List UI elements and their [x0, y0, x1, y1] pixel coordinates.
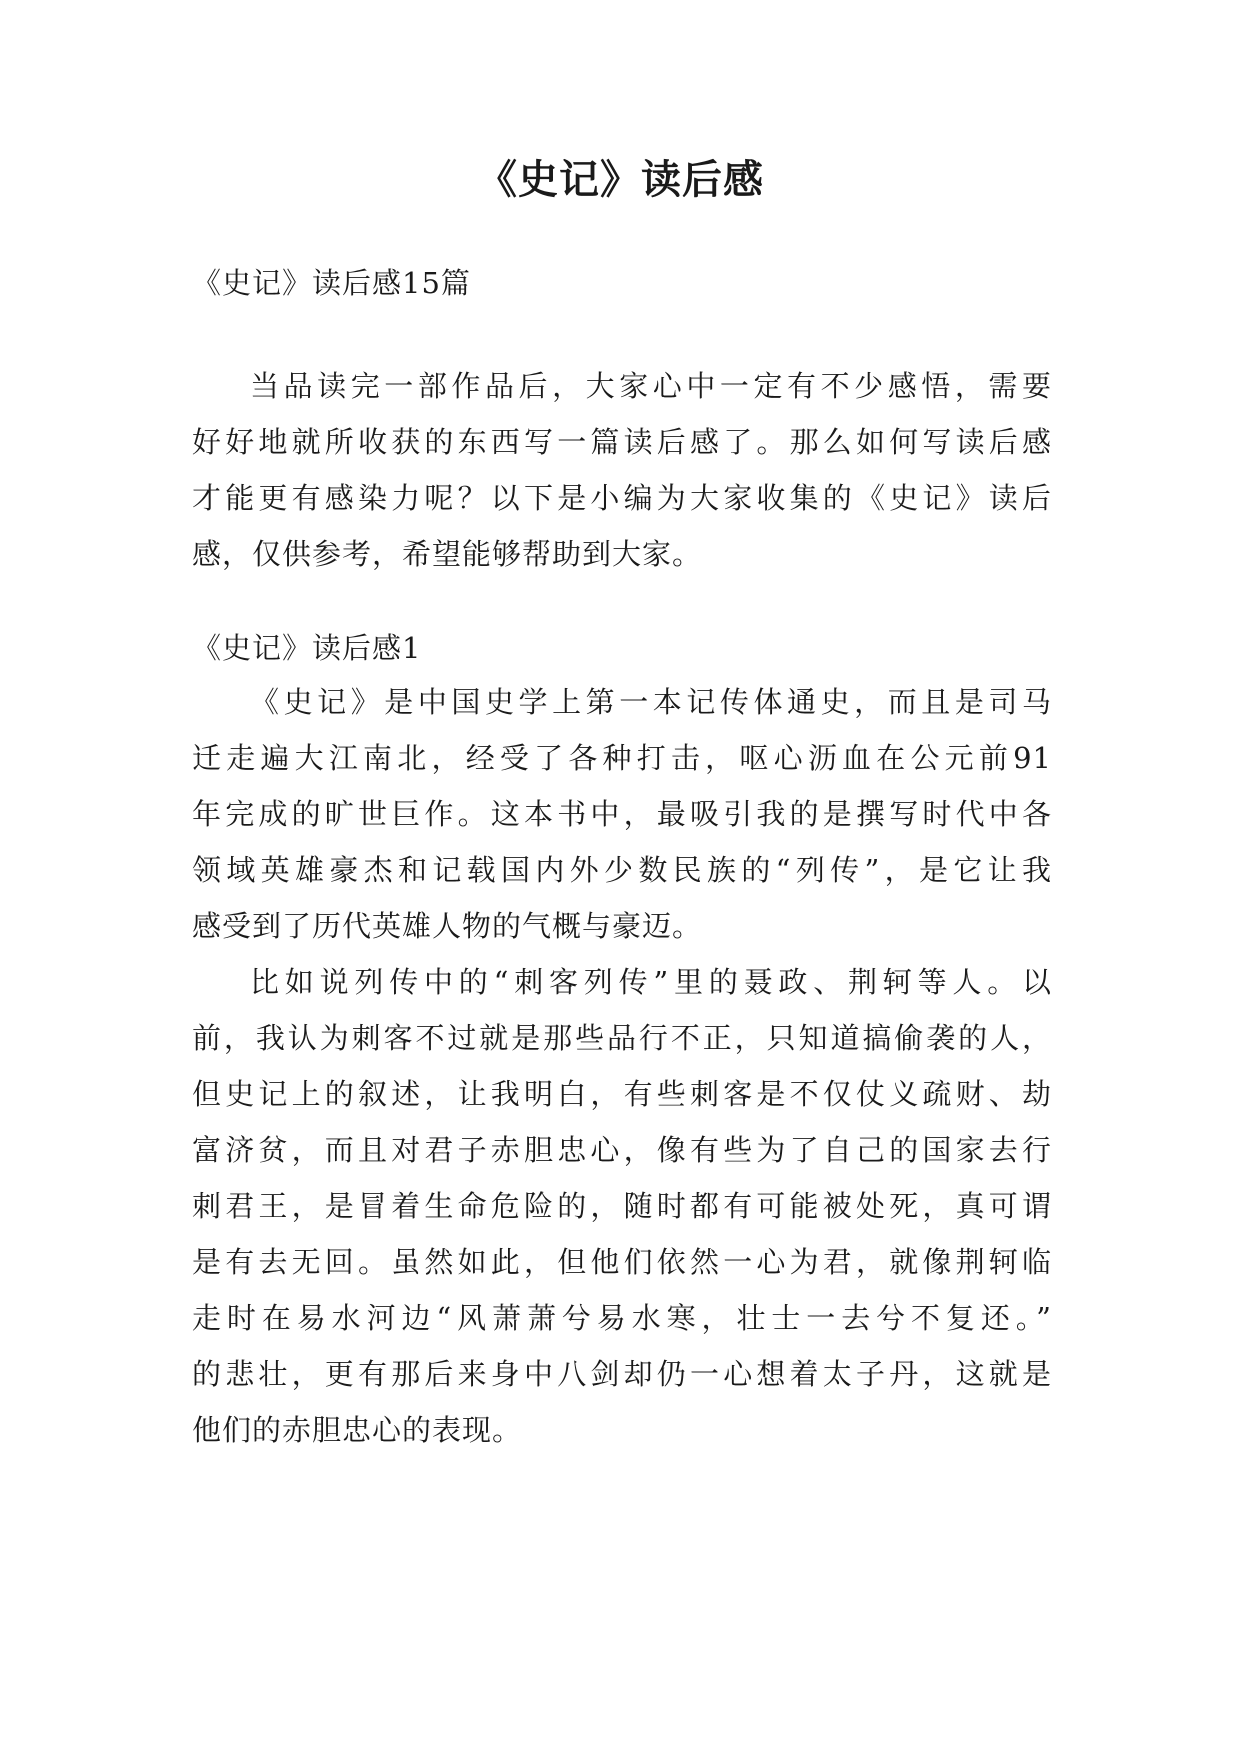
- intro-line: 好好地就所收获的东西写一篇读后感了。那么如何写读后感: [192, 425, 1052, 459]
- paragraph-line: 感受到了历代英雄人物的气概与豪迈。: [192, 909, 703, 943]
- paragraph-line: 前，我认为刺客不过就是那些品行不正，只知道搞偷袭的人，: [192, 1021, 1052, 1055]
- paragraph-line: 富济贫，而且对君子赤胆忠心，像有些为了自己的国家去行: [192, 1133, 1052, 1167]
- paragraph-line: 但史记上的叙述，让我明白，有些刺客是不仅仗义疏财、劫: [192, 1077, 1052, 1111]
- paragraph-line: 刺君王，是冒着生命危险的，随时都有可能被处死，真可谓: [192, 1189, 1052, 1223]
- intro-line: 当品读完一部作品后，大家心中一定有不少感悟，需要: [250, 369, 1052, 403]
- paragraph-line: 比如说列传中的“刺客列传”里的聂政、荆轲等人。以: [250, 965, 1052, 999]
- paragraph-line: 《史记》是中国史学上第一本记传体通史，而且是司马: [250, 685, 1052, 719]
- section-heading: 《史记》读后感1: [192, 631, 422, 665]
- paragraph-line: 迁走遍大江南北，经受了各种打击，呕心沥血在公元前91: [192, 741, 1052, 775]
- intro-line: 感，仅供参考，希望能够帮助到大家。: [192, 537, 703, 571]
- paragraph-line: 领域英雄豪杰和记载国内外少数民族的“列传”，是它让我: [192, 853, 1052, 887]
- document-title: 《史记》读后感: [477, 157, 764, 203]
- paragraph-line: 是有去无回。虽然如此，但他们依然一心为君，就像荆轲临: [192, 1245, 1052, 1279]
- paragraph-line: 的悲壮，更有那后来身中八剑却仍一心想着太子丹，这就是: [192, 1357, 1052, 1391]
- document-subtitle: 《史记》读后感15篇: [192, 266, 471, 300]
- intro-line: 才能更有感染力呢？以下是小编为大家收集的《史记》读后: [192, 481, 1052, 515]
- paragraph-line: 年完成的旷世巨作。这本书中，最吸引我的是撰写时代中各: [192, 797, 1052, 831]
- paragraph-line: 走时在易水河边“风萧萧兮易水寒，壮士一去兮不复还。”: [192, 1301, 1052, 1335]
- paragraph-line: 他们的赤胆忠心的表现。: [192, 1413, 523, 1447]
